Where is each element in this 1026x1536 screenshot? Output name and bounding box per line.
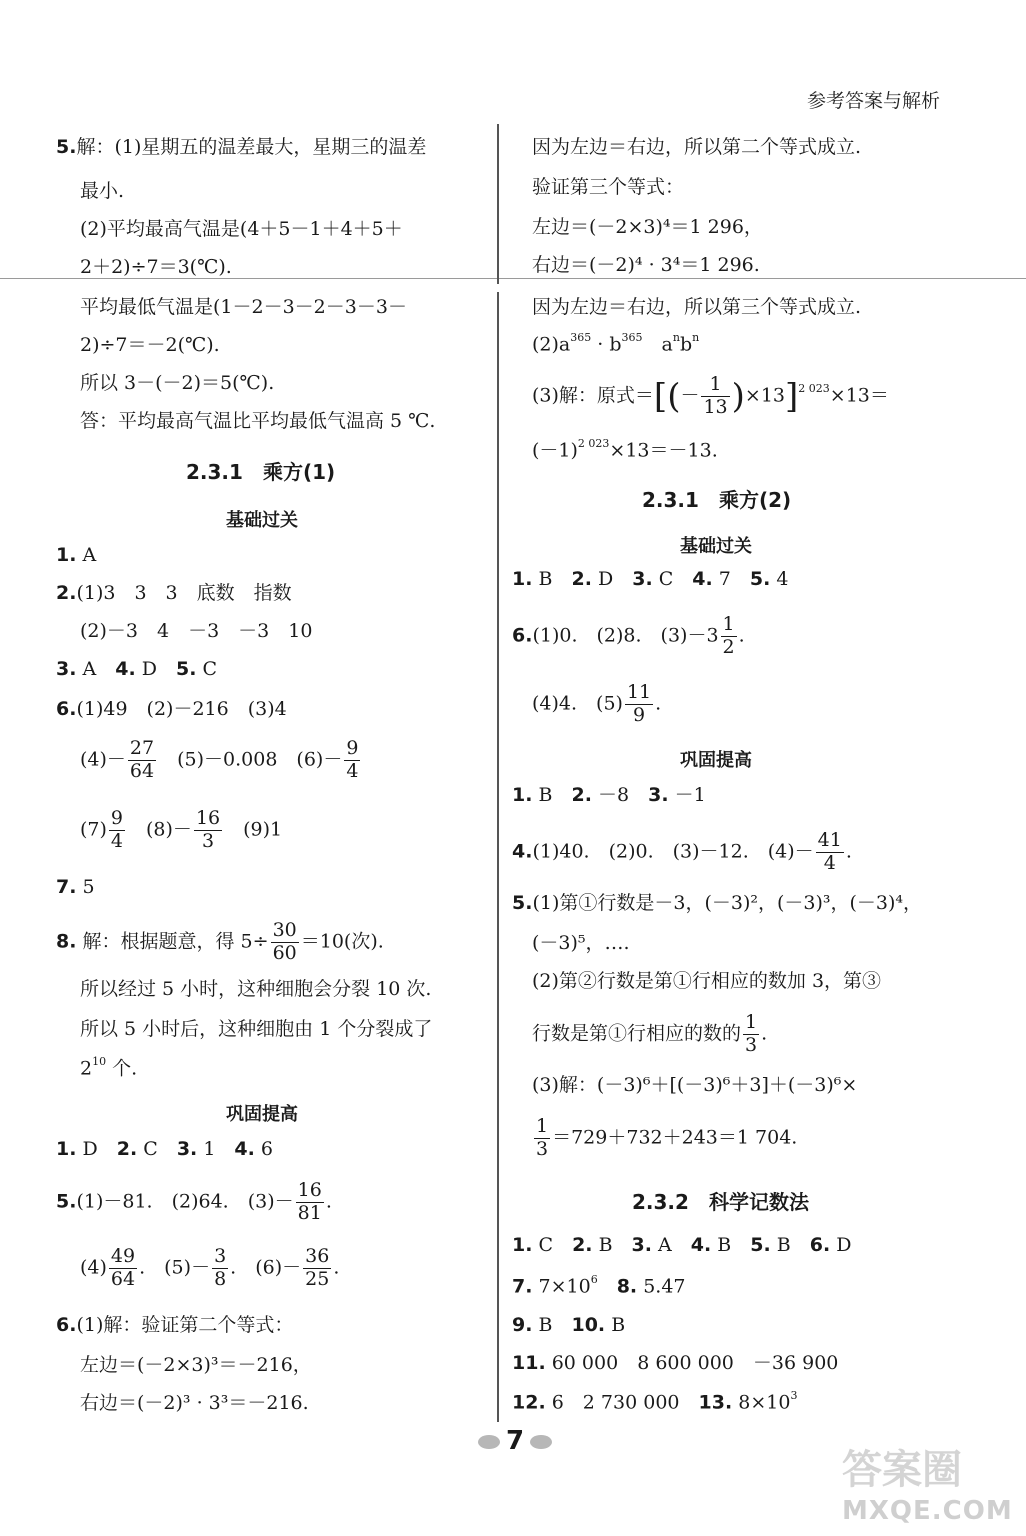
answer-line: 1. B 2. －8 3. －1 [512,784,706,806]
answer-line: 1. B 2. D 3. C 4. 7 5. 4 [512,568,789,590]
watermark-url: MXQE.COM [842,1496,1013,1526]
answer-line: 因为左边＝右边，所以第二个等式成立. [532,136,862,158]
page-header: 参考答案与解析 [806,90,940,112]
answer-line: 右边＝(－2)⁴ · 3⁴＝1 296. [532,254,760,276]
answer-line: (4)4. (5) $\frac{11}{9}$ . [532,681,662,726]
answer-line: 6.(1)0. (2)8. (3)－3 $\frac{1}{2}$ . [512,613,745,658]
subsection-title: 巩固提高 [680,750,752,771]
answer-line: 5.(1)第①行数是－3，(－3)²，(－3)³，(－3)⁴， [512,892,923,914]
answer-line: 左边＝(－2×3)³＝－216， [80,1354,312,1376]
answer-line: 12. 6 2 730 000 13. $8\times 10^3$ [512,1389,798,1414]
answer-line: 平均最低气温是(1－2－3－2－3－3－ [80,296,407,318]
section-title: 2.3.1 乘方(2) [642,488,792,512]
answer-line: 11. 60 000 8 600 000 －36 900 [512,1352,839,1374]
section-title: 2.3.1 乘方(1) [186,460,336,484]
answer-line: $2^{10}$ 个. [80,1055,138,1080]
answer-line: 1. A [56,544,97,566]
subsection-title: 巩固提高 [226,1104,298,1125]
answer-line: 4.(1)40. (2)0. (3)－12. (4)－ $\frac{41}{4}$ . [512,829,852,874]
answer-line: 5.(1)－81. (2)64. (3)－ $\frac{16}{81}$ . [56,1179,332,1224]
answer-line: 3. A 4. D 5. C [56,658,218,680]
answer-line: (3)解：(－3)⁶＋[(－3)⁶＋3]＋(－3)⁶× [532,1074,858,1096]
answer-line: (2)－3 4 －3 －3 10 [80,620,313,642]
answer-line: 行数是第①行相应的数的 $\frac{1}{3}$ . [532,1011,768,1056]
answer-line: 左边＝(－2×3)⁴＝1 296， [532,216,763,238]
answer-line: 所以 5 小时后，这种细胞由 1 个分裂成了 [80,1018,433,1040]
section-title: 2.3.2 科学记数法 [632,1190,809,1214]
answer-line: 2＋2)÷7＝3(℃). [80,256,232,278]
answer-line: 验证第三个等式： [532,176,685,198]
answer-line: 所以 3－(－2)＝5(℃). [80,372,275,394]
horizontal-rule [0,278,1026,279]
answer-line: $(-1)^{2 023}\times 13=-13$. [532,437,718,462]
answer-line: 答：平均最高气温比平均最低气温高 5 ℃. [80,410,436,432]
answer-line: 2.(1)3 3 3 底数 指数 [56,582,292,604]
answer-line: 1. C 2. B 3. A 4. B 5. B 6. D [512,1234,852,1256]
answer-line: 6.(1)解：验证第二个等式： [56,1314,294,1336]
watermark-logo: 答案圈 [842,1447,962,1493]
leaf-icon [530,1435,552,1449]
answer-line: 最小. [80,180,125,202]
answer-line: (2)平均最高气温是(4＋5－1＋4＋5＋ [80,218,403,240]
answer-line: (2)第②行数是第①行相应的数加 3，第③ [532,970,882,992]
answer-line: $(2)a^{365} \cdot b^{365}$ $a^nb^n$ [532,331,700,356]
answer-line: $\frac{1}{3}$ ＝729＋732＋243＝1 704. [536,1115,798,1160]
answer-line: (3)解：原式＝[(－ $\frac{1}{13}$ )×13]$^{2 023}$×13＝ [532,373,889,418]
answer-line: 8. 解：根据题意，得 5÷ $\frac{30}{60}$ ＝10(次). [56,919,384,964]
answer-line: 右边＝(－2)³ · 3³＝－216. [80,1392,309,1414]
answer-line: (4)－ $\frac{27}{64}$ (5)－0.008 (6)－ $\frac{9}{4}$ [80,737,359,782]
answer-line: 2)÷7＝－2(℃). [80,334,220,356]
answer-line: 6.(1)49 (2)－216 (3)4 [56,698,287,720]
page-number: 7 [460,1426,570,1456]
answer-line: 所以经过 5 小时，这种细胞会分裂 10 次. [80,978,432,1000]
answer-line: 9. B 10. B [512,1314,626,1336]
answer-line: 因为左边＝右边，所以第三个等式成立. [532,296,862,318]
answer-line: 7. 5 [56,876,95,898]
answer-line: (7) $\frac{9}{4}$ (8)－ $\frac{16}{3}$ (9)1 [80,807,283,852]
answer-line: 5.解：(1)星期五的温差最大，星期三的温差 [56,136,427,158]
answer-line: (－3)⁵，…. [532,932,630,954]
answer-line: (4) $\frac{49}{64}$ . (5)－ $\frac{3}{8}$ . (6)－ $\frac{36}{25}$ . [80,1245,340,1290]
column-divider [497,292,499,1422]
subsection-title: 基础过关 [226,510,298,531]
column-divider [497,124,499,284]
answer-line: 7. $7\times 10^6$ 8. 5.47 [512,1273,686,1298]
leaf-icon [478,1435,500,1449]
subsection-title: 基础过关 [680,536,752,557]
answer-line: 1. D 2. C 3. 1 4. 6 [56,1138,274,1160]
